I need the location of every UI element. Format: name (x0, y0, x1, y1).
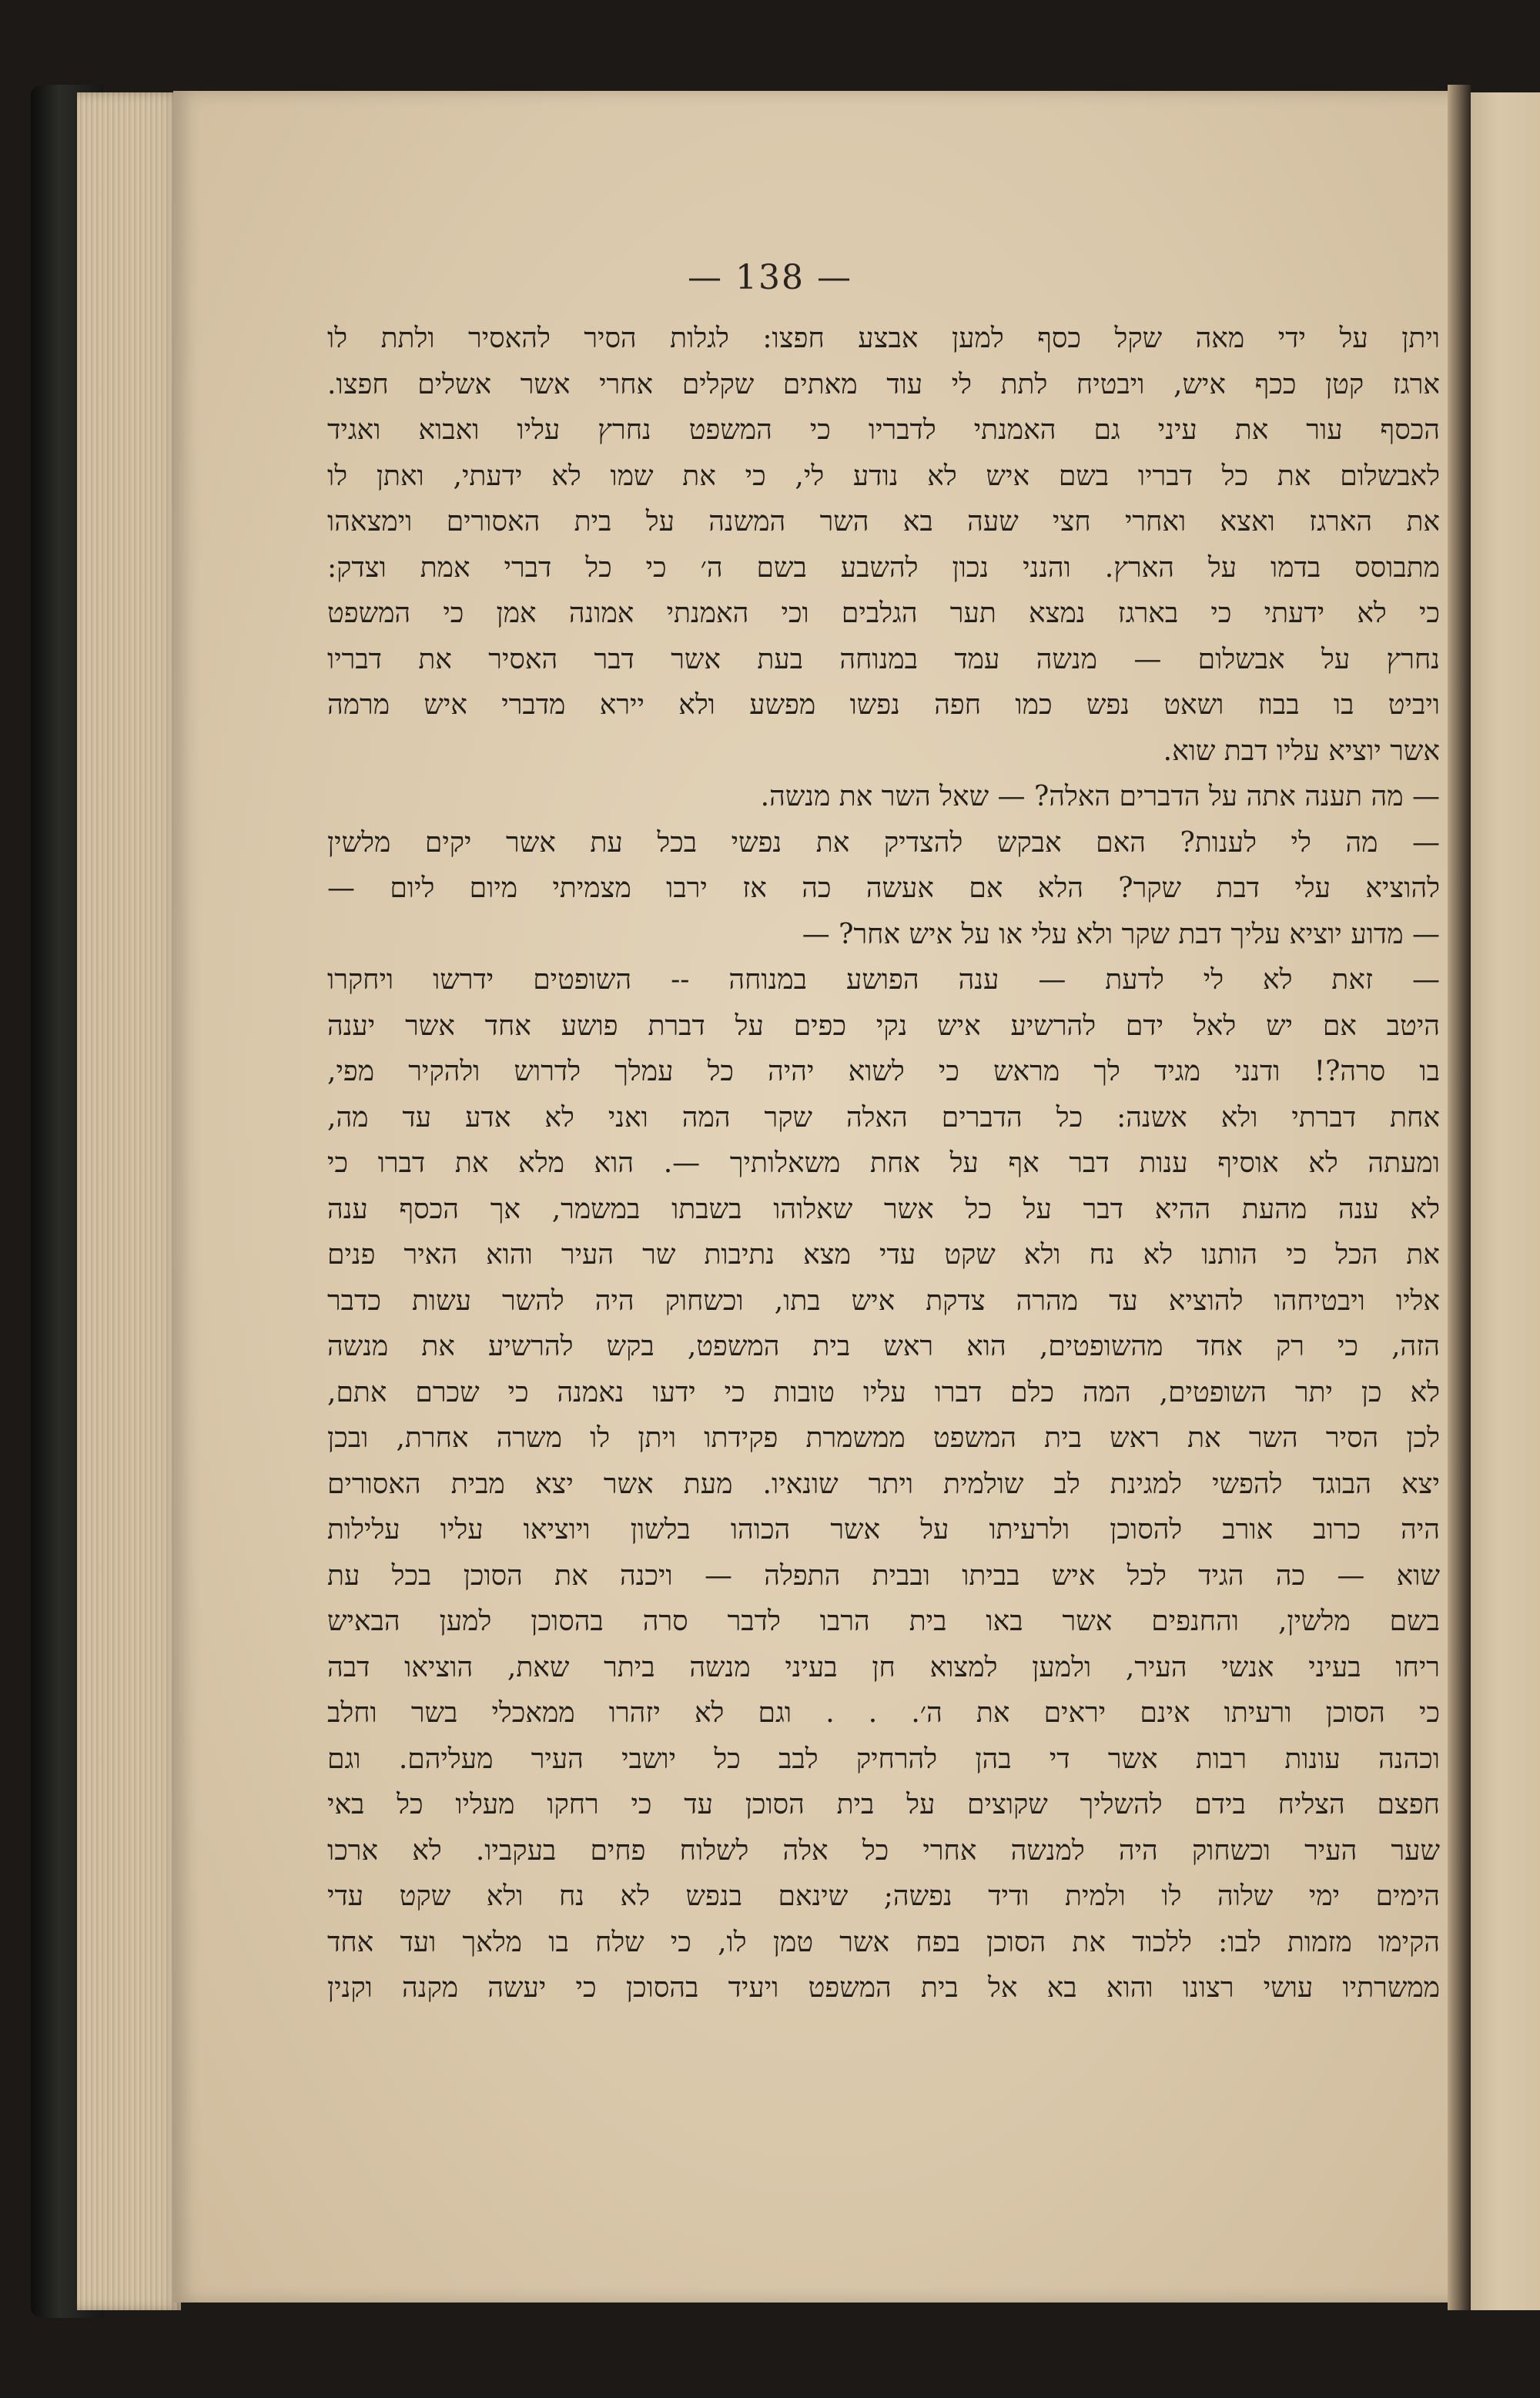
text-line: את הכל כי הותנו לא נח ולא שקט עדי מצא נתיבות שר העיר והוא האיר פנים (327, 1239, 1440, 1271)
text-line: — מה תענה אתה על הדברים האלה? — שאל השר את מנשה. (760, 781, 1440, 812)
text-line: הקימו מזמות לבו: ללכוד את הסוכן בפח אשר טמן לו, כי שלח בו מלאך ועד אחד (327, 1926, 1440, 1958)
page-edges (77, 92, 181, 2310)
text-line: חפצם הצליח בידם להשליך שקוצים על בית הסוכן עד כי רחקו מעליו כל באי (327, 1789, 1440, 1820)
text-line: כי לא ידעתי כי בארגז נמצא תער הגלבים וכי האמנתי אמונה אמן כי המשפט (327, 598, 1440, 629)
text-line: ויתן על ידי מאה שקל כסף למען אבצע חפצו: לגלות הסיר להאסיר ולתת לו (327, 323, 1440, 354)
text-line: שער העיר וכשחוק היה למנשה אחרי כל אלה לשלוח פחים בעקביו. לא ארכו (327, 1834, 1440, 1867)
text-line: בשם מלשין, והחנפים אשר באו בית הרבו לדבר סרה בהסוכן למען הבאיש (327, 1606, 1440, 1637)
text-line: הימים ימי שלוה לו ולמית ודיד נפשה; שינאם בנפש לא נח ולא שקט עדי (327, 1881, 1440, 1912)
text-line: וכהנה עונות רבות אשר די בהן להרחיק לבב כל יושבי העיר מעליהם. וגם (327, 1743, 1440, 1775)
text-line: להוציא עלי דבת שקר? הלא אם אעשה כה אז ירבו מצמיתי מיום ליום — (327, 872, 1440, 904)
text-line: ארגז קטן ככף איש, ויבטיח לתת לי עוד מאתים שקלים אחרי אשר אשלים חפצו. (327, 368, 1440, 400)
text-line: יצא הבוגד להפשי למגינת לב שולמית ויתר שונאיו. מעת אשר יצא מבית האסורים (327, 1468, 1440, 1500)
text-line: הכסף עור את עיני גם האמנתי לדבריו כי המשפט נחרץ עליו ואבוא ואגיד (327, 414, 1440, 446)
text-line: הזה, כי רק אחד מהשופטים, הוא ראש בית המשפט, בקש להרשיע את מנשה (327, 1331, 1440, 1362)
text-line: — מה לי לענות? האם אבקש להצדיק את נפשי בכל עת אשר יקים מלשין (327, 826, 1440, 859)
text-line: בו סרה?! ודנני מגיד לך מראש כי לשוא יהיה כל עמלך לדרוש ולהקיר מפי, (327, 1056, 1440, 1087)
text-line: נחרץ על אבשלום — מנשה עמד במנוחה בעת אשר דבר האסיר את דבריו (327, 643, 1440, 675)
text-line: — מדוע יוציא עליך דבת שקר ולא עלי או על איש אחר? — (802, 918, 1440, 950)
text-line: — זאת לא לי לדעת — ענה הפושע במנוחה -- השופטים ידרשו ויחקרו (327, 964, 1440, 996)
text-line: לא ענה מהעת ההיא דבר על כל אשר שאלוהו בשבתו במשמר, אך הכסף ענה (327, 1193, 1440, 1225)
text-line: לאבשלום את כל דבריו בשם איש לא נודע לי, כי את שמו לא ידעתי, ואתן לו (327, 460, 1440, 492)
text-line: שוא — כה הגיד לכל איש בביתו ובבית התפלה — ויכנה את הסוכן בכל עת (327, 1559, 1440, 1592)
text-line: ריחו בעיני אנשי העיר, ולמען למצוא חן בעיני מנשה ביתר שאת, הוציאו דבה (327, 1651, 1440, 1683)
facing-page (1471, 92, 1540, 2310)
text-line: היטב אם יש לאל ידם להרשיע איש נקי כפים על דברת פושע אחד אשר יענה (327, 1010, 1440, 1042)
text-line: היה כרוב אורב להסוכן ולרעיתו על אשר הכוהו בלשון ויוציאו עליו עלילות (327, 1514, 1440, 1546)
text-line: כי הסוכן ורעיתו אינם יראים את ה׳. . . וגם לא יזהרו ממאכלי בשר וחלב (327, 1697, 1440, 1729)
text-line: לכן הסיר השר את ראש בית המשפט ממשמרת פקידתו ויתן לו משרה אחרת, ובכן (327, 1422, 1440, 1454)
text-line: אליו ויבטיחהו להוציא עד מהרה צדקת איש בתו, וכשחוק היה להשר עשות כדבר (327, 1284, 1440, 1317)
text-line: אשר יוציא עליו דבת שוא. (1163, 735, 1440, 767)
text-line: אחת דברתי ולא אשנה: כל הדברים האלה שקר המה ואני לא אדע עד מה, (327, 1101, 1440, 1134)
book-gutter (1448, 85, 1471, 2310)
body-text (327, 316, 1440, 2011)
text-line: את הארגז ואצא ואחרי חצי שעה בא השר המשנה על בית האסורים וימצאהו (327, 506, 1440, 538)
text-line: ומעתה לא אוסיף ענות דבר אף על אחת משאלותיך —. הוא מלא את דברו כי (327, 1147, 1440, 1179)
page-number: — 138 — (688, 258, 852, 297)
text-line: לא כן יתר השופטים, המה כלם דברו עליו טובות כי ידעו נאמנה כי שכרם אתם, (327, 1376, 1440, 1408)
text-line: ויביט בו בבוז ושאט נפש כמו חפה נפשו מפשע ולא יירא מדברי איש מרמה (327, 689, 1440, 721)
text-line: ממשרתיו עושי רצונו והוא בא אל בית המשפט ויעיד בהסוכן כי יעשה מקנה וקנין (327, 1972, 1440, 2004)
text-line: מתבוסס בדמו על הארץ. והנני נכון להשבע בשם ה׳ כי כל דברי אמת וצדק: (327, 551, 1440, 584)
